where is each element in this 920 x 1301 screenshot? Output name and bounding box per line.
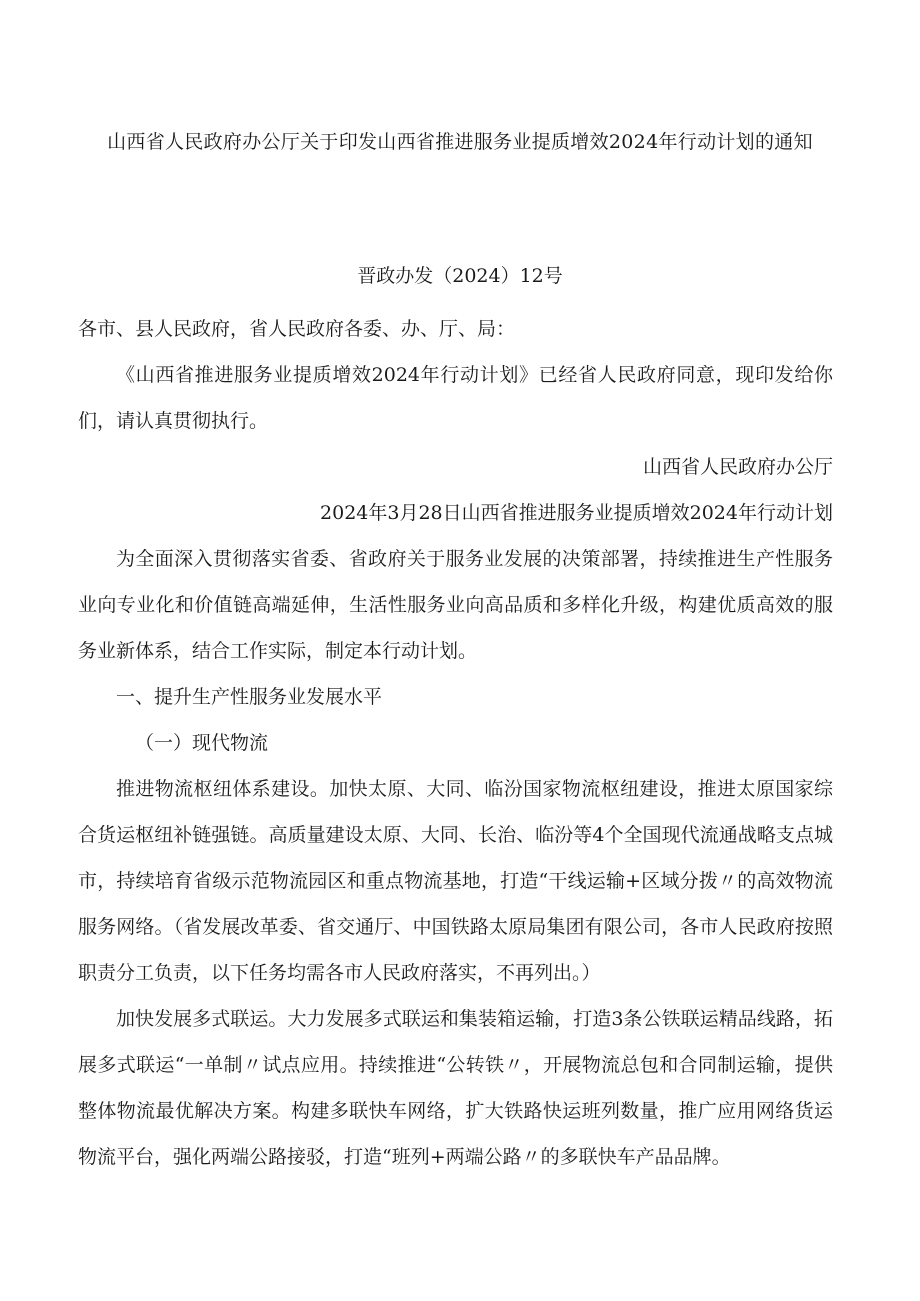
- document-number: 晋政办发（2024）12号: [357, 265, 563, 287]
- intro-paragraph: 《山西省推进服务业提质增效2024年行动计划》已经省人民政府同意，现印发给你们，请认真贯彻执行。: [78, 364, 833, 432]
- document-body: [78, 306, 833, 1180]
- body-paragraph: 推进物流枢纽体系建设。加快太原、大同、临汾国家物流枢纽建设，推进太原国家综合货运枢纽补链强链。高质量建设太原、大同、长治、临汾等4个全国现代流通战略支点城市，持续培育省级示范物流园区和重点物流基地，打造“干线运输+区域分拨〃的高效物流服务网络。（省发展改革委、省交通厅、中国铁路太原局集团有限公司，各市人民政府按照职责分工负责，以下任务均需各市人民政府落实，不再列出。）: [78, 778, 833, 984]
- section-heading: 一、提升生产性服务业发展水平: [116, 686, 383, 708]
- preamble-paragraph: 为全面深入贯彻落实省委、省政府关于服务业发展的决策部署，持续推进生产性服务业向专业化和价值链高端延伸，生活性服务业向高品质和多样化升级，构建优质高效的服务业新体系，结合工作实际，制定本行动计划。: [78, 548, 833, 662]
- date-and-plan-title: 2024年3月28日山西省推进服务业提质增效2024年行动计划: [320, 502, 833, 524]
- subsection-heading: （一）现代物流: [135, 732, 269, 754]
- addressee: 各市、县人民政府，省人民政府各委、办、厅、局：: [78, 318, 516, 340]
- issuer: 山西省人民政府办公厅: [642, 456, 833, 478]
- document-title: 山西省人民政府办公厅关于印发山西省推进服务业提质增效2024年行动计划的通知: [107, 131, 813, 153]
- body-paragraph: 加快发展多式联运。大力发展多式联运和集装箱运输，打造3条公铁联运精品线路，拓展多式联运“一单制〃试点应用。持续推进“公转铁〃，开展物流总包和合同制运输，提供整体物流最优解决方案。构建多联快车网络，扩大铁路快运班列数量，推广应用网络货运物流平台，强化两端公路接驳，打造“班列+两端公路〃的多联快车产品品牌。: [78, 1008, 833, 1168]
